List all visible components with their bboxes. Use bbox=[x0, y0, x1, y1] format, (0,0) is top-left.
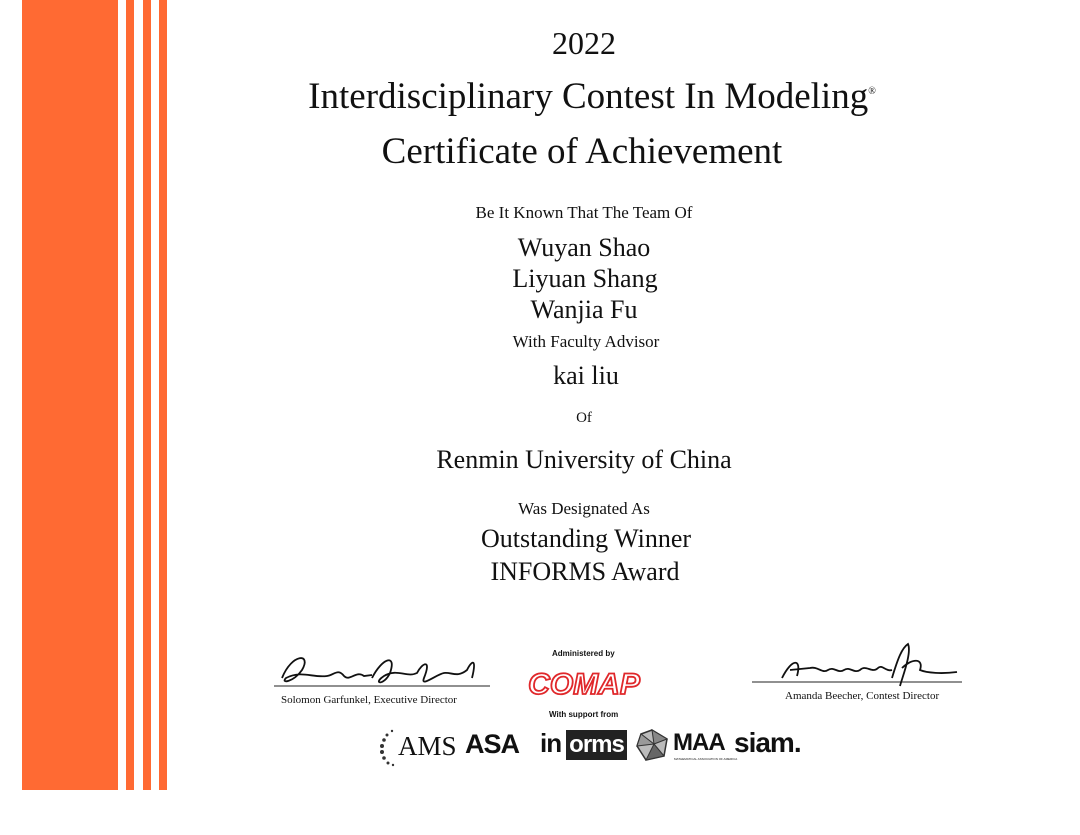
maa-logo-icon bbox=[634, 728, 670, 762]
team-intro: Be It Known That The Team Of bbox=[475, 203, 693, 222]
stripe-thin bbox=[159, 0, 167, 790]
registered-mark: ® bbox=[868, 86, 876, 97]
support-label: With support from bbox=[549, 710, 619, 719]
signature-right bbox=[752, 638, 967, 693]
informs-wordmark-box: orms bbox=[566, 730, 627, 760]
signature-left bbox=[272, 648, 492, 698]
team-member: Wanjia Fu bbox=[530, 295, 638, 324]
of-label: Of bbox=[576, 410, 592, 426]
certificate-title: Certificate of Achievement bbox=[381, 131, 783, 172]
comap-logo bbox=[528, 660, 640, 706]
informs-wordmark-prefix: in bbox=[540, 728, 562, 758]
stripe-wide bbox=[22, 0, 118, 790]
contest-title: Interdisciplinary Contest In Modeling bbox=[308, 76, 869, 117]
administered-by-label: Administered by bbox=[552, 649, 615, 658]
stripe-thin bbox=[143, 0, 151, 790]
siam-wordmark: siam. bbox=[734, 727, 801, 758]
institution-name: Renmin University of China bbox=[436, 445, 732, 474]
team-member: Liyuan Shang bbox=[512, 264, 658, 293]
maa-subtitle: MATHEMATICAL ASSOCIATION OF AMERICA bbox=[674, 757, 738, 761]
comap-wordmark: COMAP bbox=[528, 668, 640, 701]
designation-label: Was Designated As bbox=[518, 499, 650, 518]
decorative-stripes bbox=[0, 0, 175, 790]
team-member: Wuyan Shao bbox=[517, 233, 651, 262]
ams-wordmark: AMS bbox=[398, 731, 457, 761]
right-signature-caption: Amanda Beecher, Contest Director bbox=[785, 690, 940, 702]
certificate-year: 2022 bbox=[552, 25, 616, 61]
advisor-name: kai liu bbox=[553, 361, 619, 390]
left-signature-caption: Solomon Garfunkel, Executive Director bbox=[281, 694, 457, 706]
advisor-label: With Faculty Advisor bbox=[512, 332, 660, 351]
maa-wordmark: MAA bbox=[673, 729, 725, 756]
stripe-thin bbox=[126, 0, 134, 790]
asa-wordmark: ASA bbox=[465, 729, 520, 759]
award-designation: Outstanding Winner bbox=[480, 524, 692, 553]
contest-name bbox=[308, 75, 876, 118]
award-name: INFORMS Award bbox=[490, 557, 680, 586]
